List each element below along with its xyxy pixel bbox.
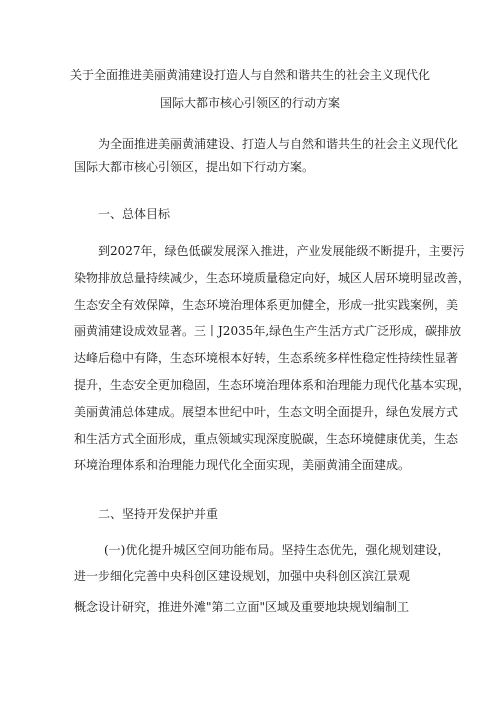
section-2-line-2: 进一步细化完善中央科创区建设规划，加强中央科创区滨江景观 — [74, 569, 411, 583]
section-1-line-1: 到2027年，绿色低碳发展深入推进，产业发展能级不断提升，主要污 — [98, 244, 465, 258]
section-2-line-3: 概念设计研究，推进外滩"第二立面"区域及重要地块规划编制工 — [74, 600, 410, 614]
intro-line-2: 国际大都市核心引领区，提出如下行动方案。 — [74, 160, 315, 174]
section-1-heading: 一、总体目标 — [98, 207, 171, 221]
section-1-line-3: 生态安全有效保障，生态环境治理体系更加健全，形成一批实践案例，美 — [74, 298, 459, 312]
section-1-line-8: 和生活方式全面形成，重点领域实现深度脱碳，生态环境健康优美，生态 — [74, 432, 459, 446]
section-1-line-7: 美丽黄浦总体建成。展望本世纪中叶，生态文明全面提升，绿色发展方式 — [74, 405, 459, 419]
section-1-line-4: 丽黄浦建设成效显著。三丨J2035年,绿色生产生活方式广泛形成，碳排放 — [74, 324, 462, 338]
section-2-heading: 二、坚持开发保护并重 — [98, 507, 219, 521]
section-1-line-5: 达峰后稳中有降，生态环境根本好转，生态系统多样性稳定性持续性显著 — [74, 351, 459, 365]
document-title-line-1: 关于全面推进美丽黄浦建设打造人与自然和谐共生的社会主义现代化 — [69, 68, 430, 82]
intro-line-1: 为全面推进美丽黄浦建设、打造人与自然和谐共生的社会主义现代化 — [98, 137, 459, 151]
section-1-line-6: 提升，生态安全更加稳固，生态环境治理体系和治理能力现代化基本实现， — [74, 378, 471, 392]
document-title-line-2: 国际大都市核心引领区的行动方案 — [159, 96, 340, 110]
section-1-line-2: 染物排放总量持续减少，生态环境质量稳定向好，城区人居环境明显改善， — [74, 271, 471, 285]
section-2-line-1: (一)优化提升城区空间功能布局。坚持生态优先，强化规划建设， — [104, 543, 450, 557]
section-1-line-9: 环境治理体系和治理能力现代化全面实现，美丽黄浦全面建成。 — [74, 458, 411, 472]
